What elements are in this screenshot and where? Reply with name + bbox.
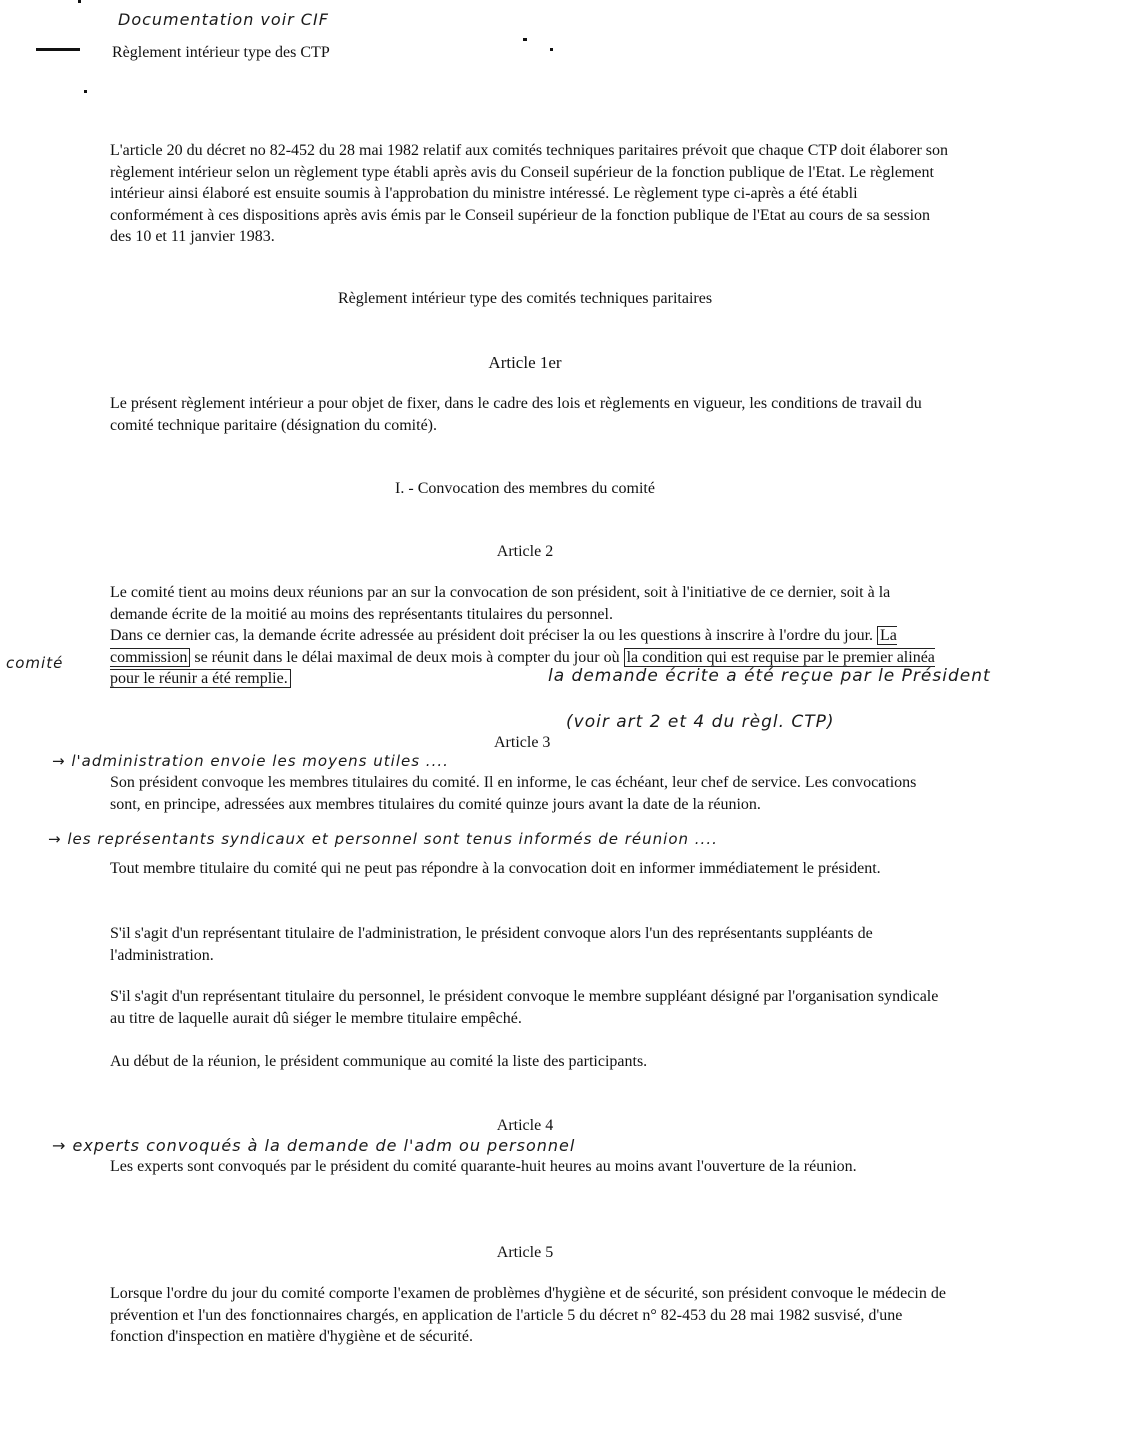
- article-2-text-1: Le comité tient au moins deux réunions par an sur la convocation de son président, soit à l'initiative de ce dernier, soit à la demande écrite de la moitié au moins des représentants titulaires du personnel.: [110, 584, 891, 623]
- article-5-heading: Article 5: [496, 1244, 554, 1261]
- article-3-text-5: Au début de la réunion, le président communique au comité la liste des participants.: [110, 1053, 648, 1070]
- scan-dot: [78, 0, 81, 3]
- article-3-text-4: S'il s'agit d'un représentant titulaire du personnel, le président convoque le membre suppléant désigné par l'organisation syndicale au titre de laquelle aurait dû siéger le membre titulaire empêché.: [110, 988, 939, 1027]
- scan-dot: [523, 38, 527, 41]
- handwritten-article-3-note-1: → l'administration envoie les moyens utiles ....: [52, 752, 449, 770]
- handwritten-article-2-addition: la demande écrite a été reçue par le Président: [548, 666, 991, 686]
- article-2-boxed-commission: La commission: [110, 627, 897, 666]
- article-2-heading: Article 2: [496, 543, 554, 560]
- article-1-text: Le présent règlement intérieur a pour objet de fixer, dans le cadre des lois et règlements en vigueur, les conditions de travail du comité technique paritaire (désignation du comité).: [110, 395, 922, 434]
- intro-paragraph: L'article 20 du décret no 82-452 du 28 mai 1982 relatif aux comités techniques paritaires prévoit que chaque CTP doit élaborer son règlement intérieur selon un règlement type établi après avis du Conseil supérieur de la fonction publique de l'Etat. Le règlement intérieur ainsi élaboré est ensuite soumis à l'approbation du ministre intéressé. Le règlement type ci-après a été établi conformément à ces dispositions après avis émis par le Conseil supérieur de la fonction publique de l'Etat au cours de sa session des 10 et 11 janvier 1983.: [110, 142, 949, 245]
- article-3-heading: Article 3: [494, 734, 551, 751]
- section-1-heading: I. - Convocation des membres du comité: [395, 480, 655, 497]
- margin-dash-mark: [36, 48, 80, 51]
- handwritten-top-note: Documentation voir CIF: [118, 10, 329, 29]
- article-2-text-2: Dans ce dernier cas, la demande écrite adressée au président doit préciser la ou les questions à inscrire à l'ordre du jour.: [110, 627, 874, 644]
- handwritten-article-4-note: → experts convoqués à la demande de l'adm ou personnel: [52, 1136, 576, 1155]
- article-3-text-3: S'il s'agit d'un représentant titulaire de l'administration, le président convoque alors l'un des représentants suppléants de l'administration.: [110, 925, 873, 964]
- handwritten-margin-comite: comité: [6, 654, 64, 672]
- handwritten-article-3-heading-note: (voir art 2 et 4 du règl. CTP): [566, 712, 835, 732]
- article-4-heading: Article 4: [496, 1117, 554, 1134]
- handwritten-article-3-note-2: → les représentants syndicaux et personnel sont tenus informés de réunion ....: [48, 830, 718, 848]
- article-5-text: Lorsque l'ordre du jour du comité comporte l'examen de problèmes d'hygiène et de sécurité, son président convoque le médecin de prévention et l'un des fonctionnaires chargés, en application de l'article 5 du décret n° 82-453 du 28 mai 1982 susvisé, d'une fonction d'inspection en matière d'hygiène et de sécurité.: [110, 1285, 946, 1345]
- scan-dot: [84, 90, 87, 93]
- article-4-text: Les experts sont convoqués par le président du comité quarante-huit heures au moins avant l'ouverture de la réunion.: [110, 1158, 857, 1175]
- article-2-text-3: se réunit dans le délai maximal de deux mois à compter du jour où: [194, 648, 620, 666]
- article-3-text-2: Tout membre titulaire du comité qui ne peut pas répondre à la convocation doit en informer immédiatement le président.: [110, 860, 881, 877]
- scan-dot: [550, 48, 553, 51]
- article-3-text-1: Son président convoque les membres titulaires du comité. Il en informe, le cas échéant, leur chef de service. Les convocations sont, en principe, adressées aux membres titulaires du comité quinze jours avant la date de la réunion.: [110, 774, 917, 813]
- page-header-title: Règlement intérieur type des CTP: [112, 44, 330, 61]
- document-title: Règlement intérieur type des comités techniques paritaires: [337, 290, 713, 307]
- article-2-boxed-condition: la condition qui est requise par le premier alinéa pour le réunir a été remplie.: [110, 648, 935, 687]
- article-1-heading: Article 1er: [488, 353, 562, 372]
